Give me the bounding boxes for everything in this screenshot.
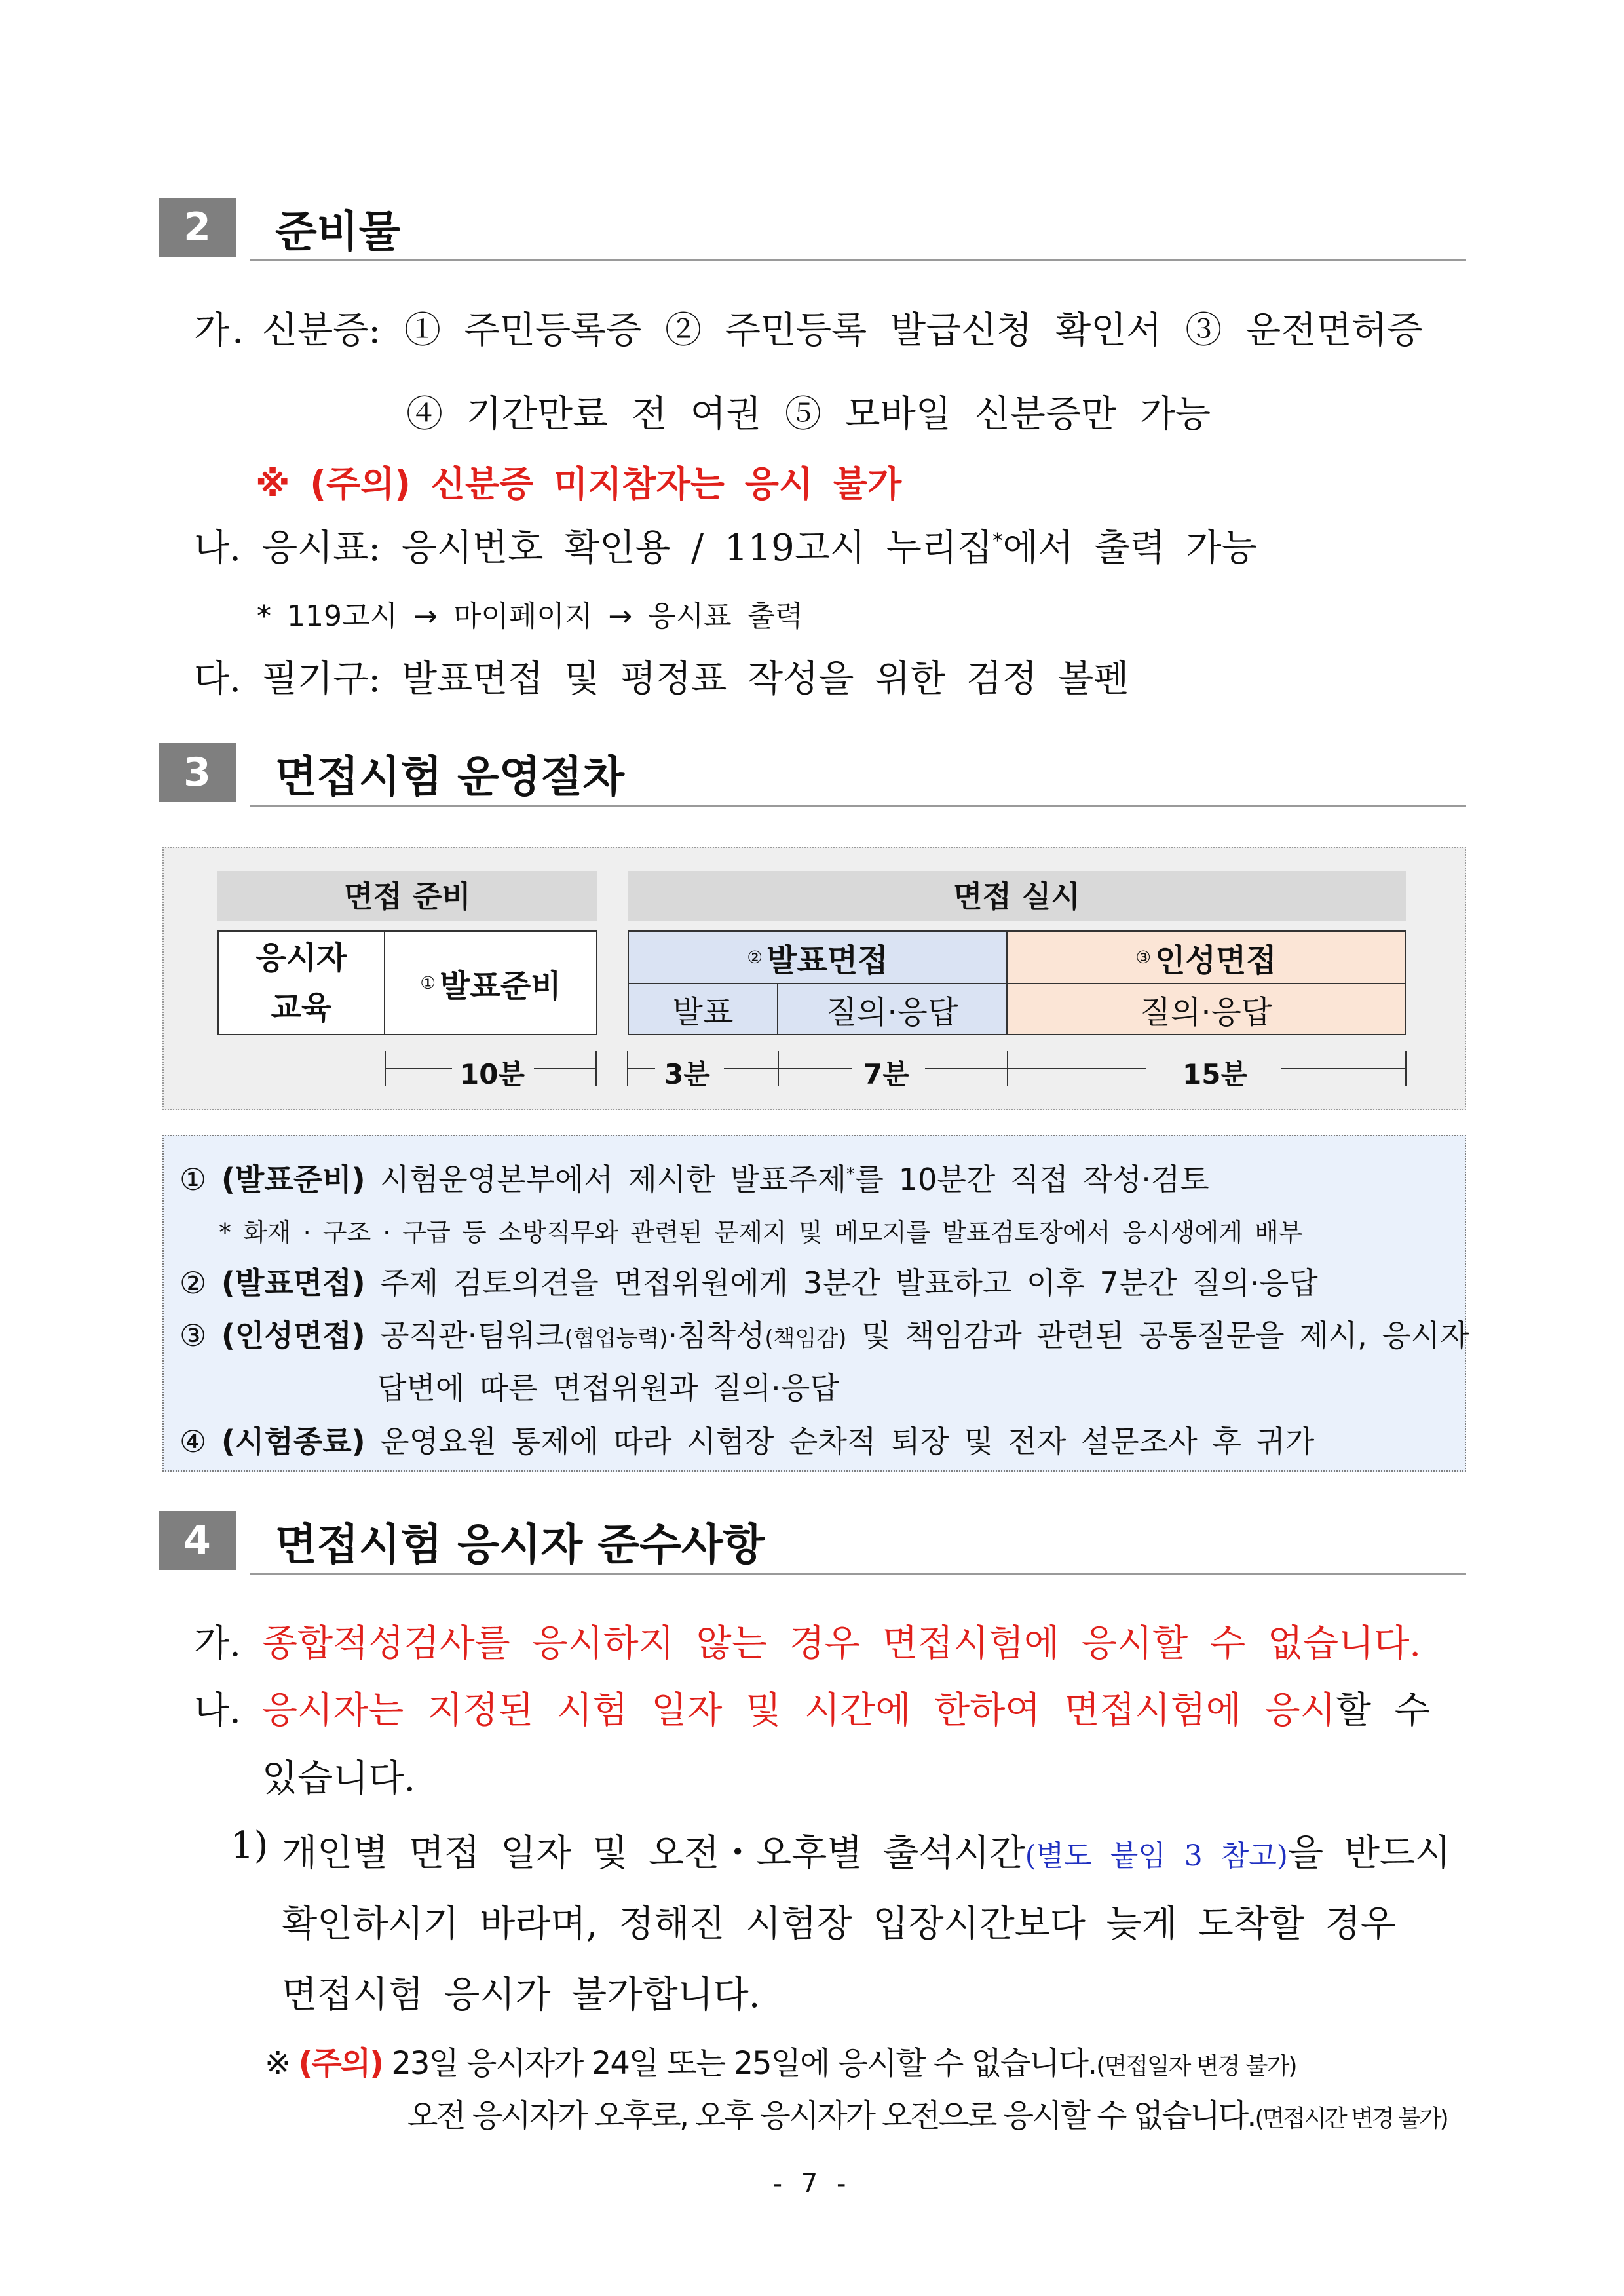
note-2-title: (발표면접): [221, 1265, 366, 1301]
rule-na-line1: [262, 1681, 1430, 1734]
pers-label: 인성면접: [1155, 942, 1277, 979]
item-ga-label: 가.: [194, 309, 246, 352]
note-2-num: ②: [179, 1265, 207, 1301]
time-presentation: 3분: [664, 1058, 710, 1090]
warning-mark: ※: [265, 2045, 290, 2082]
section-title-3: 면접시험 운영절차: [275, 752, 625, 802]
section-number-4: 4: [159, 1511, 236, 1570]
pres-label: 발표면접: [766, 942, 888, 979]
id-documents-line1: 신분증: ① 주민등록증 ② 주민등록 발급신청 확인서 ③ 운전면허증: [262, 309, 1423, 352]
personality-interview-cell: [1006, 930, 1406, 984]
circle-3: ③: [1135, 947, 1152, 968]
section-number-3: 3: [159, 743, 236, 802]
note-1-text: 시험운영본부에서 제시한 발표주제: [380, 1162, 847, 1197]
note-3-num: ③: [179, 1318, 207, 1353]
section-title-2: 준비물: [275, 206, 401, 257]
note-3-text-c: 및 책임감과 관련된 공통질문을 제시, 응시자: [846, 1318, 1469, 1353]
note-4-title: (시험종료): [221, 1424, 366, 1459]
warning-label: (주의): [298, 2045, 383, 2082]
rule-1-label: 1): [231, 1824, 269, 1867]
rule-na-label: 나.: [194, 1689, 241, 1732]
applicant-education-cell: [217, 930, 385, 1035]
warning-small-1: (면접일자 변경 불가): [1096, 2053, 1296, 2080]
note-4-text: 운영요원 통제에 따라 시험장 순차적 퇴장 및 전자 설문조사 후 귀가: [380, 1424, 1315, 1459]
section-title-4: 면접시험 응시자 준수사항: [275, 1520, 765, 1570]
rule-na-black: 할 수: [1335, 1689, 1430, 1732]
rule-1-line2: 확인하시기 바라며, 정해진 시험장 입장시간보다 늦게 도착할 경우: [282, 1903, 1396, 1945]
note-3-line2: 답변에 따른 면접위원과 질의·응답: [377, 1370, 839, 1406]
warning-small-2: (면접시간 변경 불가): [1255, 2105, 1447, 2132]
item-da-label: 다.: [194, 658, 241, 700]
rule-1-line1: [282, 1824, 1450, 1877]
note-1-sub: * 화재 · 구조 · 구급 등 소방직무와 관련된 문제지 및 메모지를 발표검토장에서 응시생에게 배부: [219, 1218, 1303, 1247]
warning-text-2: 오전 응시자가 오후로, 오후 응시자가 오전으로 응시할 수 없습니다.: [407, 2097, 1255, 2134]
procedure-notes: [162, 1135, 1469, 1472]
section-divider-2: [250, 259, 1466, 261]
id-documents-line2: ④ 기간만료 전 여권 ⑤ 모바일 신분증만 가능: [406, 393, 1211, 436]
note-1-num: ①: [179, 1162, 207, 1197]
rule-1-reference: (별도 붙임 3 참고): [1025, 1839, 1288, 1873]
writing-tools-line: 필기구: 발표면접 및 평정표 작성을 위한 검정 볼펜: [262, 658, 1129, 700]
time-personality: 15분: [1182, 1058, 1248, 1090]
rule-1-text-b: 을 반드시: [1287, 1832, 1451, 1875]
rule-warning-line2: [407, 2090, 1447, 2135]
circle-1: ①: [420, 972, 436, 993]
note-3-small-a: (협업능력): [564, 1326, 668, 1352]
admission-ticket-text: 응시표: 응시번호 확인용 / 119고시 누리집: [262, 527, 993, 569]
note-3-text-b: ·침착성: [668, 1318, 765, 1353]
rule-na-line2: 있습니다.: [262, 1757, 416, 1800]
note-3-title: (인성면접): [221, 1318, 366, 1353]
rule-1-text-a: 개인별 면접 일자 및 오전・오후별 출석시간: [282, 1832, 1025, 1875]
circle-2: ②: [747, 947, 763, 968]
presentation-prep-cell: [384, 930, 597, 1035]
note-4-num: ④: [179, 1424, 207, 1459]
note-3-small-b: (책임감): [765, 1326, 847, 1352]
note-2-text: 주제 검토의견을 면접위원에게 3분간 발표하고 이후 7분간 질의·응답: [380, 1265, 1318, 1301]
exec-header: 면접 실시: [628, 871, 1406, 921]
note-2: [179, 1259, 1318, 1303]
admission-ticket-text-end: 에서 출력 가능: [1002, 527, 1257, 569]
admission-ticket-path: * 119고시 → 마이페이지 → 응시표 출력: [257, 600, 803, 633]
warning-text-1: 23일 응시자가 24일 또는 25일에 응시할 수 없습니다.: [391, 2045, 1097, 2082]
page-number: - 7 -: [772, 2169, 852, 2199]
note-1-text-end: 를 10분간 직접 작성·검토: [854, 1162, 1209, 1197]
edu-line1: 응시자: [255, 940, 347, 976]
timeline: [164, 1044, 1467, 1097]
personality-qa-cell: 질의·응답: [1006, 983, 1406, 1035]
edu-line2: 교육: [271, 989, 332, 1026]
note-1-mark: *: [846, 1164, 855, 1183]
section-divider-4: [250, 1573, 1466, 1575]
procedure-diagram: [162, 847, 1466, 1110]
note-1-title: (발표준비): [221, 1162, 366, 1197]
time-prep: 10분: [460, 1058, 525, 1090]
id-warning: ※ (주의) 신분증 미지참자는 응시 불가: [255, 463, 902, 505]
rule-warning-line1: [265, 2038, 1296, 2083]
section-number-2: 2: [159, 198, 236, 257]
admission-ticket-line: [262, 519, 1257, 571]
presentation-sub-cell: 발표: [628, 983, 778, 1035]
footnote-mark: *: [992, 529, 1003, 553]
prep-label: 발표준비: [440, 967, 561, 1004]
presentation-interview-cell: [628, 930, 1008, 984]
presentation-qa-cell: 질의·응답: [777, 983, 1008, 1035]
rule-na-red: 응시자는 지정된 시험 일자 및 시간에 한하여 면접시험에 응시: [262, 1689, 1336, 1732]
note-3: [179, 1312, 1469, 1355]
time-presentation-qa: 7분: [863, 1058, 909, 1090]
section-divider-3: [250, 805, 1466, 807]
rule-1-line3: 면접시험 응시가 불가합니다.: [282, 1974, 761, 2016]
note-3-text-a: 공직관·팀워크: [380, 1318, 565, 1353]
note-4: [179, 1418, 1314, 1461]
note-1: [179, 1156, 1209, 1199]
rule-ga-text: 종합적성검사를 응시하지 않는 경우 면접시험에 응시할 수 없습니다.: [262, 1622, 1422, 1665]
rule-ga-label: 가.: [194, 1622, 241, 1665]
item-na-label: 나.: [194, 527, 241, 569]
prep-header: 면접 준비: [217, 871, 597, 921]
